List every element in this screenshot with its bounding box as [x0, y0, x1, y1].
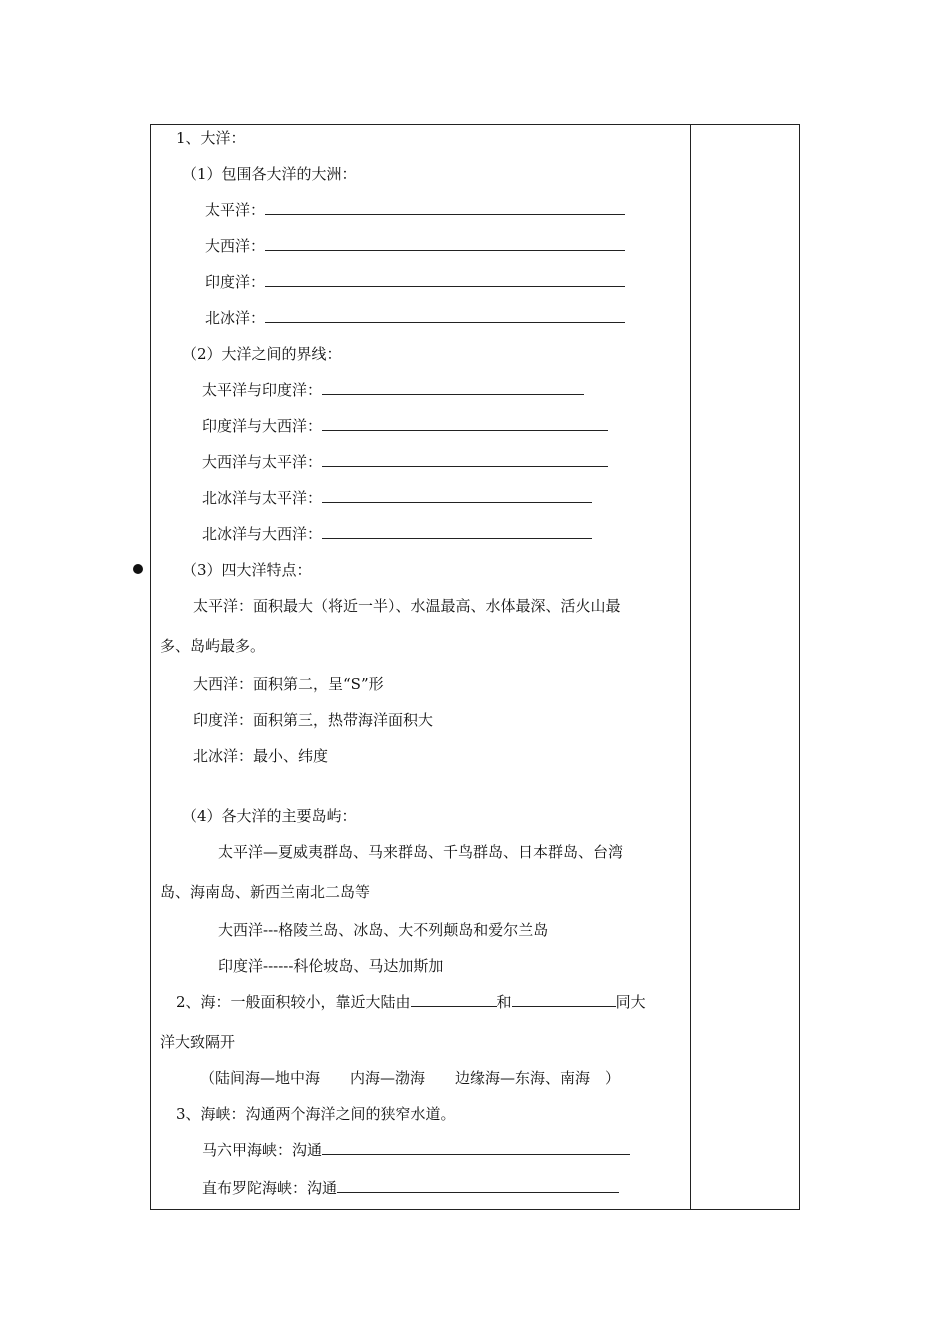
- border-row: [202, 524, 592, 544]
- bullet-dot: [133, 564, 143, 574]
- ocean-label: 太平洋：: [205, 201, 266, 219]
- ocean-row-indian: [205, 272, 625, 292]
- answer-blank[interactable]: [265, 308, 625, 323]
- indian-feature: 印度洋：面积第三，热带海洋面积大: [193, 711, 434, 729]
- answer-blank[interactable]: [265, 236, 625, 251]
- ocean-label: 北冰洋：: [205, 309, 266, 327]
- section-2-line2: 洋大致隔开: [160, 1033, 236, 1051]
- gibraltar-row: [202, 1178, 619, 1198]
- pacific-islands-line2: 岛、海南岛、新西兰南北二岛等: [160, 883, 371, 901]
- answer-blank[interactable]: [322, 1140, 630, 1155]
- pacific-feature-line1: 太平洋：面积最大（将近一半）、水温最高、水体最深、活火山最: [193, 597, 621, 615]
- strait-label: 马六甲海峡：沟通: [202, 1141, 323, 1159]
- sea-examples: （陆间海—地中海 内海—渤海 边缘海—东海、南海 ）: [200, 1069, 621, 1087]
- answer-blank[interactable]: [322, 380, 584, 395]
- border-label: 大西洋与太平洋：: [202, 453, 323, 471]
- ocean-row-pacific: [205, 200, 625, 220]
- sea-text-c: 同大: [615, 993, 646, 1011]
- answer-blank[interactable]: [322, 524, 592, 539]
- atlantic-feature: 大西洋：面积第二，呈“S”形: [193, 675, 384, 693]
- question-3: （3）四大洋特点：: [182, 561, 312, 579]
- answer-blank[interactable]: [322, 416, 608, 431]
- answer-blank[interactable]: [512, 992, 616, 1007]
- ocean-row-arctic: [205, 308, 625, 328]
- sea-text-a: 2、海：一般面积较小，靠近大陆由: [176, 993, 411, 1011]
- column-divider: [690, 124, 691, 1210]
- border-row: [202, 488, 592, 508]
- question-2: （2）大洋之间的界线：: [182, 345, 342, 363]
- ocean-label: 印度洋：: [205, 273, 266, 291]
- border-row: [202, 416, 608, 436]
- malacca-row: [202, 1140, 630, 1160]
- pacific-feature-line2: 多、岛屿最多。: [160, 637, 266, 655]
- answer-blank[interactable]: [411, 992, 497, 1007]
- answer-blank[interactable]: [265, 272, 625, 287]
- sea-text-b: 和: [496, 993, 512, 1011]
- ocean-label: 大西洋：: [205, 237, 266, 255]
- answer-blank[interactable]: [337, 1178, 619, 1193]
- answer-blank[interactable]: [322, 452, 608, 467]
- pacific-islands-line1: 太平洋—夏威夷群岛、马来群岛、千鸟群岛、日本群岛、台湾: [218, 843, 624, 861]
- border-label: 北冰洋与太平洋：: [202, 489, 323, 507]
- border-label: 太平洋与印度洋：: [202, 381, 323, 399]
- section-1-title: 1、大洋：: [176, 129, 246, 147]
- section-3-title: 3、海峡：沟通两个海洋之间的狭窄水道。: [176, 1105, 456, 1123]
- question-4: （4）各大洋的主要岛屿：: [182, 807, 357, 825]
- strait-label: 直布罗陀海峡：沟通: [202, 1179, 338, 1197]
- section-2-line1: [176, 992, 646, 1012]
- question-1: （1）包围各大洋的大洲：: [182, 165, 357, 183]
- answer-blank[interactable]: [265, 200, 625, 215]
- arctic-feature: 北冰洋：最小、纬度: [193, 747, 329, 765]
- indian-islands: 印度洋------科伦坡岛、马达加斯加: [218, 957, 444, 975]
- ocean-row-atlantic: [205, 236, 625, 256]
- border-row: [202, 380, 584, 400]
- answer-blank[interactable]: [322, 488, 592, 503]
- border-label: 印度洋与大西洋：: [202, 417, 323, 435]
- atlantic-islands: 大西洋---格陵兰岛、冰岛、大不列颠岛和爱尔兰岛: [218, 921, 549, 939]
- border-label: 北冰洋与大西洋：: [202, 525, 323, 543]
- border-row: [202, 452, 608, 472]
